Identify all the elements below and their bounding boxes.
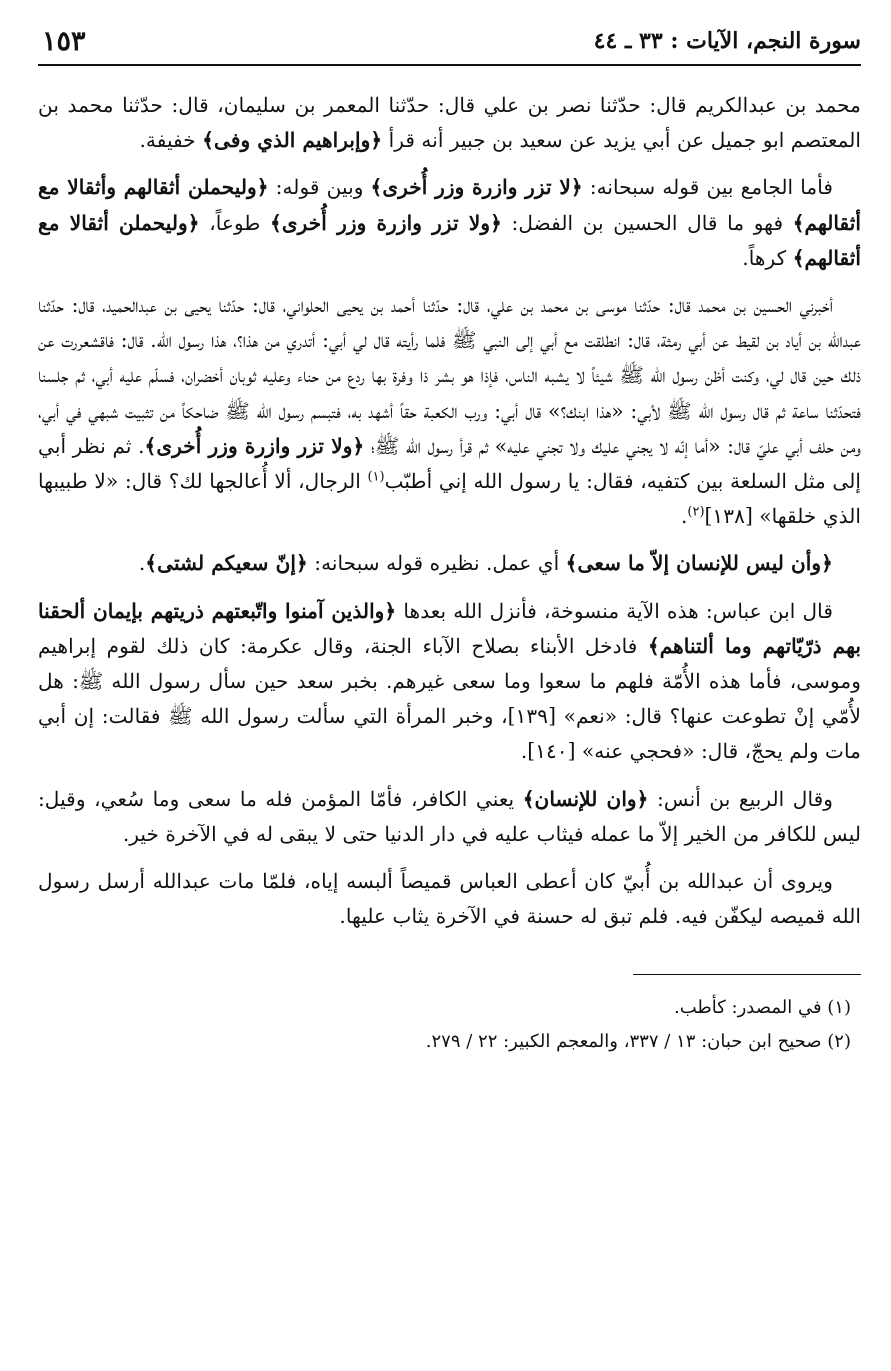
quran-quote: ﴿وإبراهيم الذي وفى﴾ (202, 128, 383, 153)
paragraph-text: وقال الربيع بن أنس: (648, 786, 833, 811)
paragraph-text: . (680, 504, 688, 529)
quran-quote: ﴿ولا تزر وازرة وزر أُخرى﴾ (270, 210, 502, 235)
paragraph-text: . ثم نظر أبي إلى مثل السلعة بين كتفيه، فقال: يا رسول الله إني أطبّب (38, 433, 861, 494)
paragraph-text: أخبرني الحسين بن محمد قال: حدّثنا موسى بن محمد بن علي، قال: حدّثنا أحمد بن يحيى الحلواني، قال: حدّثنا يحيى بن عبدالحميد، قال: حدّثنا عبدالله بن أياد بن لقيط عن أبي رمثة، قال: انطلقت مع أبي إلى النبي ﷺ فلما رأيته قال لي أبي: أتدري من هذا؟، هذا رسول الله. قال: فاقشعررت عن ذلك حين قال لي، وكنت أظن رسول الله ﷺ شيئاً لا يشبه الناس، فإذا هو بشر ذا وفرة بها ردع من حناء وعليه ثوبان أخضران، فسلّم عليه أبي، ثم جلسنا فتحدّثنا ساعة ثم قال رسول الله ﷺ لأبي: «هذا ابنك؟» قال أبي: ورب الكعبة حقاً أشهد به، فتبسم رسول الله ﷺ ضاحكاً من تثبيت شبهي في أبي، ومن حلف أبي عليّ قال: «أما إنّه لا يجني عليك ولا تجني عليه» ثم قرأ رسول الله ﷺ؛ (38, 293, 861, 458)
quran-quote: ﴿إنّ سعيكم لشتى﴾ (145, 551, 308, 576)
quran-quote: ﴿وليحملن أثقالهم وأثقالا مع أثقالهم﴾ (38, 175, 861, 235)
paragraph-text: وبين قوله: (268, 175, 371, 200)
paragraph (38, 88, 861, 158)
paragraph (38, 288, 861, 534)
paragraph-text: طوعاً، (199, 210, 271, 235)
running-head: سورة النجم، الآيات : ٣٣ ـ ٤٤ (593, 28, 861, 54)
paragraph (38, 170, 861, 276)
quran-quote: ﴿وليحملن أثقالا مع أثقالهم﴾ (38, 210, 861, 270)
paragraph-text: فهو ما قال الحسين بن الفضل: (501, 210, 793, 235)
page-number: ١٥٣ (42, 26, 86, 57)
paragraph-text: يعني الكافر، فأمّا المؤمن فله ما سعى وما سُعي، وقيل: ليس للكافر من الخير إلاّ ما عمله فيثاب عليه في دار الدنيا حتى لا يبقى له في الآخرة خير. (38, 786, 861, 846)
header-rule (38, 64, 861, 66)
paragraph-text: فادخل الأبناء بصلاح الآباء الجنة، وقال عكرمة: كان ذلك لقوم إبراهيم وموسى، فأما هذه الأُمّة فلهم ما سعوا وما سعى غيرهم. بخبر سعد حين سأل رسول الله ﷺ: هل لأُمّي إنْ تطوعت عنها؟ قال: «نعم» [١٣٩]، وخبر المرأة التي سألت رسول الله ﷺ فقالت: إن أبي مات ولم يحجّ، قال: «فحجي عنه» [١٤٠]. (38, 633, 862, 764)
paragraph (38, 594, 861, 770)
paragraph-text: قال ابن عباس: هذه الآية منسوخة، فأنزل الله بعدها (396, 598, 833, 623)
footnotes (38, 991, 861, 1059)
page-header (38, 0, 861, 66)
paragraph-text: فأما الجامع بين قوله سبحانه: (582, 175, 833, 200)
footnote-separator (633, 974, 861, 975)
footnote-ref: (١) (367, 469, 385, 485)
paragraph-text: خفيفة. (139, 128, 203, 153)
paragraph (38, 546, 861, 581)
paragraph-text: أي عمل. نظيره قوله سبحانه: (307, 551, 566, 576)
footnote-ref: (٢) (687, 504, 705, 520)
footnote-1: (١) في المصدر: كأطب. (674, 997, 851, 1019)
quran-quote: ﴿لا تزر وازرة وزر أُخرى﴾ (370, 175, 583, 200)
paragraph-text: الرجال، ألا أُعالجها لك؟ قال: «لا طبيبها الذي خلقها» [١٣٨] (38, 469, 861, 529)
quran-quote: ﴿ولا تزر وازرة وزر أُخرى﴾ (144, 433, 365, 458)
quran-quote: ﴿وان للإنسان﴾ (522, 786, 649, 811)
footnote-2: (٢) صحيح ابن حبان: ١٣ / ٣٣٧، والمعجم الكبير: ٢٢ / ٢٧٩. (425, 1031, 851, 1053)
paragraph-text: ويروى أن عبدالله بن أُبيّ كان أعطى العباس قميصاً ألبسه إياه، فلمّا مات عبدالله أرسل رسول الله قميصه ليكفّن فيه. فلم تبق له حسنة في الآخرة يثاب عليها. (38, 869, 861, 929)
paragraph (38, 864, 861, 934)
quran-quote: ﴿والذين آمنوا واتّبعتهم ذريتهم بإيمان ألحقنا بهم ذرّيّاتهم وما ألتناهم﴾ (38, 598, 861, 658)
paragraph-text: كرهاً. (742, 245, 793, 270)
body-text (38, 88, 861, 934)
quran-quote: ﴿وأن ليس للإنسان إلاّ ما سعى﴾ (565, 551, 833, 576)
paragraph (38, 782, 861, 852)
paragraph-text: . (138, 551, 146, 576)
paragraph-text: محمد بن عبدالكريم قال: حدّثنا نصر بن علي قال: حدّثنا المعمر بن سليمان، قال: حدّثنا محمد بن المعتصم ابو جميل عن أبي يزيد عن سعيد بن جبير أنه قرأ (38, 93, 861, 153)
